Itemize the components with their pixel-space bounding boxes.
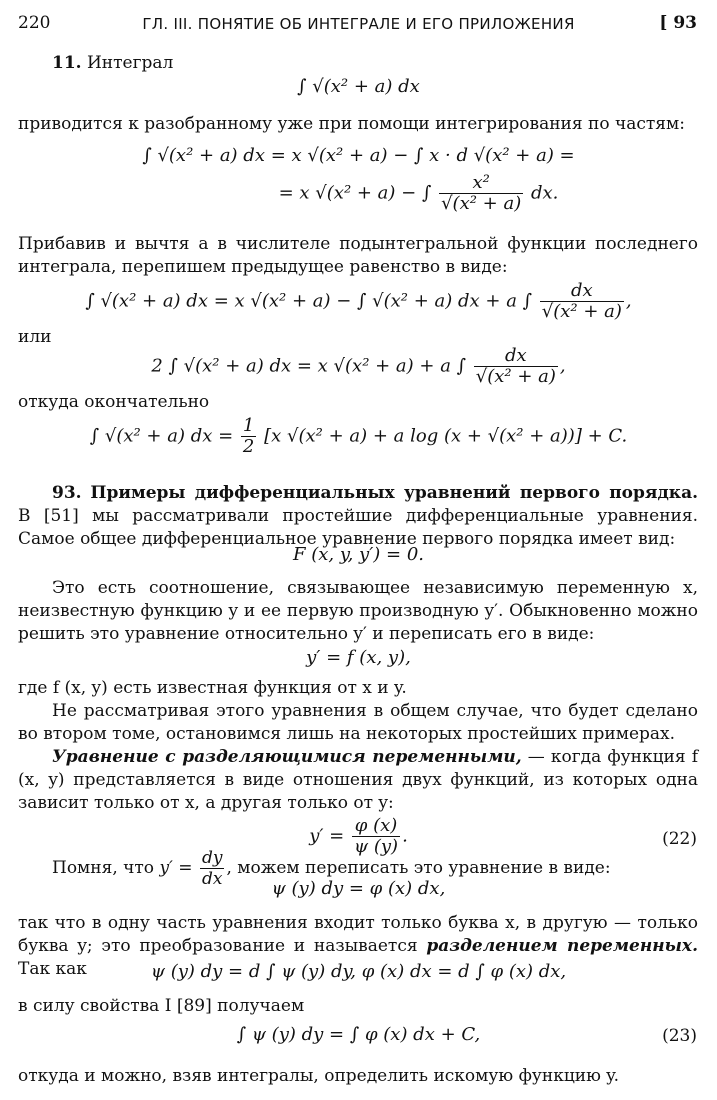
- item-title: Интеграл: [86, 53, 174, 73]
- final-lhs: ∫ √(x² + a) dx =: [89, 425, 234, 447]
- equation-number-23: (23): [662, 1026, 697, 1046]
- or-text: или: [18, 327, 52, 347]
- eq22-tail: .: [402, 825, 408, 847]
- section-number: 93.: [52, 483, 82, 503]
- double-tail: ,: [559, 355, 566, 377]
- remember-lhs: y′ =: [159, 858, 193, 878]
- add-subtract-text: Прибавив и вычтя a в числителе подынтегральной функции последнего интеграла, перепишем предыдущее равенство в виде:: [18, 234, 698, 277]
- where-text: где f (x, y) есть известная функция от x и y.: [18, 678, 407, 698]
- fraction-numerator: dx: [540, 281, 624, 302]
- running-header: [0, 13, 717, 37]
- section-mark: [ 93: [659, 13, 697, 33]
- conclusion-text: откуда и можно, взяв интегралы, определить искомую функцию y.: [18, 1066, 620, 1086]
- double-lhs: 2 ∫ √(x² + a) dx = x √(x² + a) + a ∫: [151, 355, 467, 377]
- separable-text: — когда функция f (x, y) представляется в виде отношения двух функций, из которых одна зависит только от x, а другая только от y:: [18, 747, 699, 813]
- rewrite-tail: ,: [625, 290, 632, 312]
- rewrite-fraction: [540, 281, 624, 322]
- equation-integral: ∫ √(x² + a) dx: [297, 76, 420, 97]
- equation-23: ∫ ψ (y) dy = ∫ φ (x) dx + C,: [236, 1024, 481, 1045]
- page-number: 220: [18, 13, 51, 33]
- rewrite-lhs: ∫ √(x² + a) dx = x √(x² + a) − ∫ √(x² + a) dx + a ∫: [85, 290, 533, 312]
- fraction-denominator: √(x² + a): [441, 193, 522, 214]
- fraction-numerator: dy: [201, 848, 223, 868]
- fraction-numerator: dx: [474, 346, 558, 367]
- equation-parts-line2: [60, 173, 717, 214]
- eq22-lhs: y′ =: [309, 825, 345, 847]
- parts-line2-fraction: [439, 173, 523, 214]
- fraction-denominator: 2: [242, 436, 255, 457]
- fraction-denominator: dx: [201, 869, 223, 889]
- item-number: 11.: [52, 53, 82, 73]
- since-text: Так как: [18, 959, 87, 979]
- equation-final: [0, 416, 717, 457]
- fraction-denominator: √(x² + a): [475, 366, 556, 387]
- relation-paragraph: [18, 577, 698, 646]
- fraction-numerator: 1: [242, 415, 255, 436]
- relation-text: Это есть соотношение, связывающее независимую переменную x, неизвестную функцию y и ее первую производную y′. Обыкновенно можно решить это уравнение относительно y′ и переписать его в виде:: [18, 578, 698, 644]
- parts-line2-tail: dx.: [530, 182, 559, 204]
- equation-general: F (x, y, y′) = 0.: [292, 544, 425, 565]
- remember-pre: Помня, что: [52, 858, 155, 878]
- equation-rewrite: [0, 281, 717, 322]
- item11-heading: [18, 52, 698, 75]
- property-text: в силу свойства I [89] получаем: [18, 996, 305, 1016]
- fraction-numerator: φ (x): [352, 816, 400, 837]
- equation-number-22: (22): [662, 829, 697, 849]
- fraction-numerator: x²: [439, 173, 523, 194]
- reduction-text: приводится к разобранному уже при помощи интегрирования по частям:: [18, 114, 685, 134]
- running-title: ГЛ. III. ПОНЯТИЕ ОБ ИНТЕГРАЛЕ И ЕГО ПРИЛОЖЕНИЯ: [142, 15, 575, 33]
- equation-double: [0, 346, 717, 387]
- equation-differentials: ψ (y) dy = d ∫ ψ (y) dy, φ (x) dx = d ∫ φ (x) dx,: [150, 961, 567, 982]
- equation-solved: y′ = f (x, y),: [306, 647, 411, 668]
- not-general-paragraph: [18, 700, 698, 746]
- separable-term: Уравнение с разделяющимися переменными,: [52, 747, 522, 767]
- remember-post: , можем переписать это уравнение в виде:: [226, 858, 611, 878]
- section-heading: Примеры дифференциальных уравнений первого порядка.: [90, 483, 699, 503]
- equation-parts-line1: ∫ √(x² + a) dx = x √(x² + a) − ∫ x · d √(x² + a) =: [142, 145, 575, 166]
- final-fraction: [241, 416, 256, 457]
- fraction-denominator: √(x² + a): [541, 301, 622, 322]
- double-fraction: [474, 346, 558, 387]
- finally-text: откуда окончательно: [18, 392, 210, 412]
- separation-term: разделением переменных.: [426, 936, 698, 956]
- not-general-text: Не рассматривая этого уравнения в общем случае, что будет сделано во втором томе, остановимся лишь на некоторых простейших примерах.: [18, 701, 698, 744]
- equation-separated: ψ (y) dy = φ (x) dx,: [271, 878, 446, 899]
- section-intro: В [51] мы рассматривали простейшие дифференциальные уравнения. Самое общее дифференциальное уравнение первого порядка имеет вид:: [18, 506, 698, 549]
- so-text: так что в одну часть уравнения входит только буква x, в другую — только буква y; это преобразование и называется: [18, 913, 698, 956]
- separable-paragraph: [18, 746, 698, 815]
- parts-line2-lhs: = x √(x² + a) − ∫: [278, 182, 432, 204]
- fraction-denominator: ψ (y): [354, 836, 399, 857]
- section93-intro: [18, 482, 698, 551]
- final-tail: [x √(x² + a) + a log (x + √(x² + a))] + C.: [264, 425, 628, 447]
